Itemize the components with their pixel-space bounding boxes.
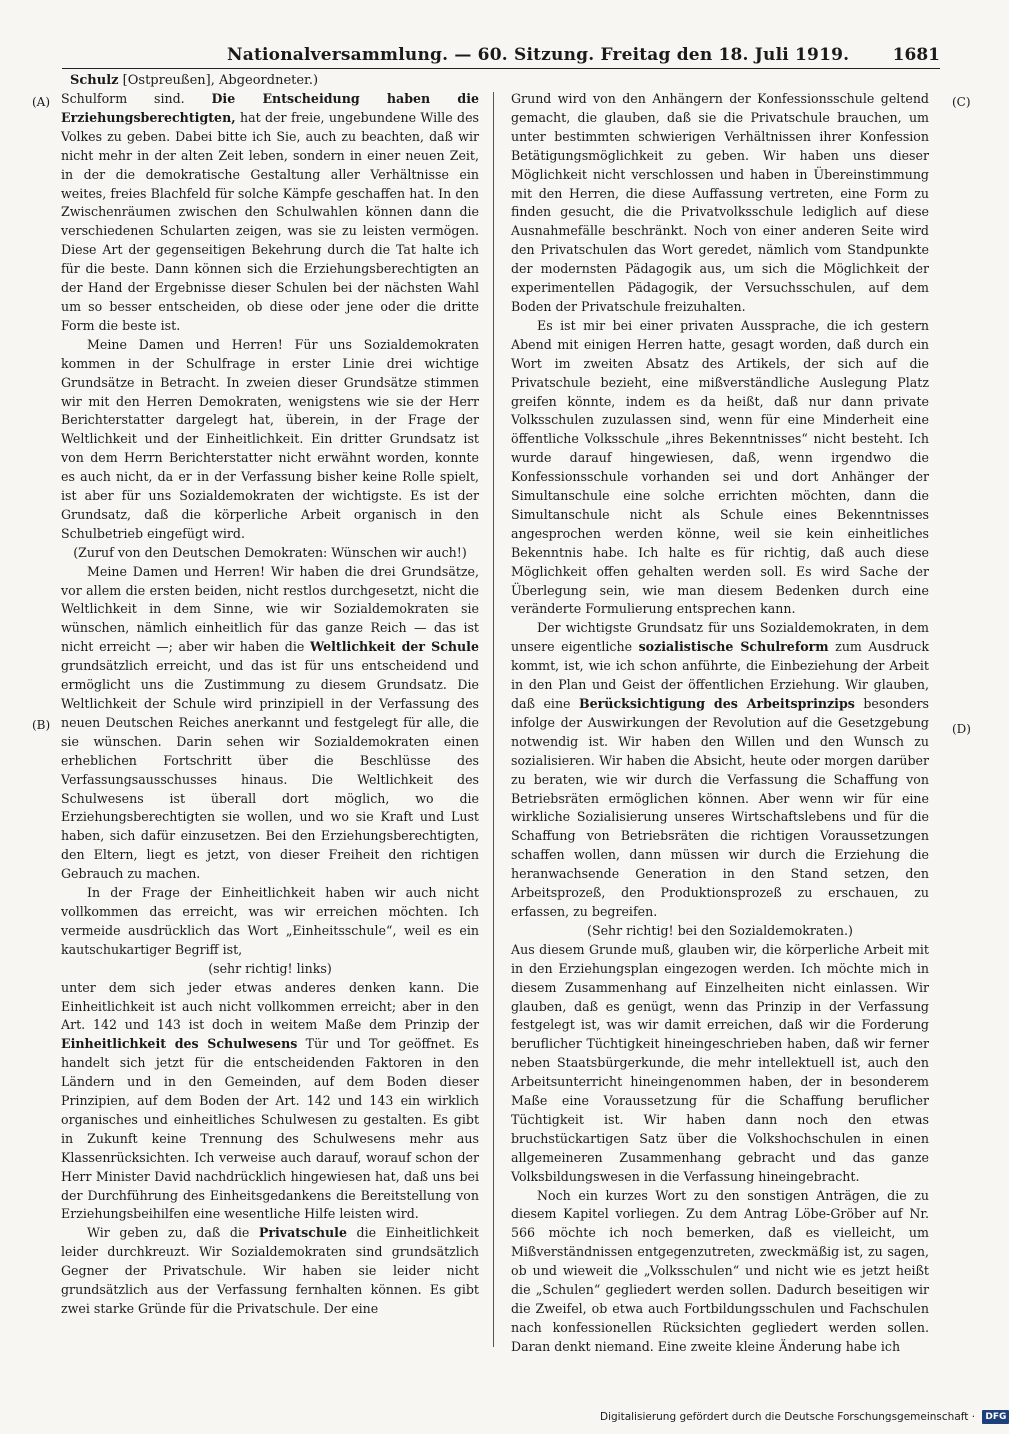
page-header xyxy=(62,44,940,69)
page-number: 1681 xyxy=(892,45,940,65)
margin-marker-a: (A) xyxy=(32,95,51,109)
speaker-name: Schulz xyxy=(70,73,119,88)
right-column xyxy=(511,90,929,1354)
paragraph: Meine Damen und Herren! Wir haben die drei Grundsätze, vor allem die ersten beiden, nicht restlos durchgesetzt, nicht die Weltlichkeit in dem Sinne, wie wir Sozialdemokraten sie wünschen, nämlich einheitlich für das ganze Reich — das ist nicht erreicht —; aber wir haben die Weltlichkeit der Schule grundsätzlich erreicht, und das ist für uns entscheidend und ermöglicht uns die Zustimmung zu diesem Grundsatz. Die Weltlichkeit der Schule wird prinzipiell in der Verfassung des neuen Deutschen Reiches anerkannt und festgelegt für alle, die sie wünschen. Darin sehen wir Sozialdemokraten einen erheblichen Fortschritt über die Beschlüsse des Verfassungsausschusses hinaus. Die Weltlichkeit des Schulwesens ist überall dort möglich, wo die Erziehungsberechtigten sie wollen, und wo sie Kraft und Lust haben, sich dafür einzusetzen. Bei den Erziehungsberechtigten, den Eltern, liegt es jetzt, von dieser Freiheit den richtigen Gebrauch zu machen. xyxy=(61,563,479,882)
emphasis: Weltlichkeit der Schule xyxy=(310,639,479,655)
paragraph: Aus diesem Grunde muß, glauben wir, die körperliche Arbeit mit in den Erziehungsplan eingezogen werden. Ich möchte mich in diesem Zusammenhang auf Einzelheiten nicht einlassen. Wir glauben, daß es genügt, wenn das Prinzip in der Verfassung festgelegt ist, was wir damit erreichen, daß wir die Forderung beruflicher Tüchtigkeit hineingeschrieben haben, daß wir ferner neben Staatsbürgerkunde, die mehr intellektuell ist, auch den Arbeitsunterricht hineingenommen haben, der in besonderem Maße eine Voraussetzung für die Schaffung beruflicher Tüchtigkeit ist. Wir haben dann noch den etwas bruchstückartigen Satz über die Volkshochschulen in einen allgemeineren Zusammenhang gebracht und das ganze Volksbildungswesen in die Verfassung hineingebracht. xyxy=(511,941,929,1184)
margin-marker-b: (B) xyxy=(32,718,51,732)
interjection: (Sehr richtig! bei den Sozialdemokraten.) xyxy=(587,922,853,938)
margin-marker-c: (C) xyxy=(952,95,971,109)
column-divider xyxy=(493,92,494,1347)
dfg-logo: DFG xyxy=(982,1410,1009,1424)
emphasis: sozialistische Schulreform xyxy=(638,639,829,655)
speaker-affiliation: [Ostpreußen], Abgeordneter.) xyxy=(122,73,319,88)
interjection: (sehr richtig! links) xyxy=(208,960,332,976)
paragraph: Der wichtigste Grundsatz für uns Sozialdemokraten, in dem unsere eigentliche sozialistische Schulreform zum Ausdruck kommt, ist, wie ich schon anführte, die Einbeziehung der Arbeit in den Plan und Geist der öffentlichen Erziehung. Wir glauben, daß eine Berücksichtigung des Arbeitsprinzips besonders infolge der Auswirkungen der Revolution auf die Gesetzgebung notwendig ist. Wir haben den Willen und den Wunsch zu sozialisieren. Wir haben die Absicht, heute oder morgen darüber zu beraten, wie wir durch die Verfassung die Schaffung von Betriebsräten ermöglichen können. Aber wenn wir für eine wirkliche Sozialisierung unseres Wirtschaftslebens und für die Schaffung von Betriebsräten die richtigen Voraussetzungen schaffen wollen, dann müssen wir durch die Erziehung die heranwachsende Generation in den Stand setzen, den Arbeitsprozeß, den Produktionsprozeß zu erschauen, zu erfassen, zu begreifen. xyxy=(511,620,929,919)
emphasis: Berücksichtigung des Arbeitsprinzips xyxy=(579,696,855,711)
running-title: Nationalversammlung. — 60. Sitzung. Freitag den 18. Juli 1919. xyxy=(227,45,850,65)
paragraph: Noch ein kurzes Wort zu den sonstigen Anträgen, die zu diesem Kapitel vorliegen. Zu dem Antrag Löbe-Gröber auf Nr. 566 möchte ich noch bemerken, daß es vielleicht, um Mißverständnissen entgegenzutreten, zweckmäßig ist, zu sagen, ob und wieweit die „Volksschulen“ und nicht wie es jetzt heißt die „Schulen“ gegliedert werden sollen. Dadurch beseitigen wir die Zweifel, ob etwa auch Fortbildungsschulen und Fachschulen nach konfessionellen Rücksichten gegliedert werden sollen. Daran denkt niemand. Eine zweite kleine Änderung habe ich xyxy=(511,1187,929,1354)
digitization-credit xyxy=(600,1408,1007,1426)
emphasis: Privatschule xyxy=(258,1225,347,1241)
paragraph: Es ist mir bei einer privaten Aussprache, die ich gestern Abend mit einigen Herren hatte, gesagt worden, daß durch ein Wort im zweiten Absatz des Artikels, der sich auf die Privatschule bezieht, eine mißverständliche Auslegung Platz greifen könnte, indem es da heißt, daß nur dann private Volksschulen zuzulassen sind, wenn für eine Minderheit eine öffentliche Volksschule „ihres Bekenntnisses“ nicht besteht. Ich wurde darauf hingewiesen, daß, wenn irgendwo die Konfessionsschule vorhanden sei und dort Anhänger der Simultanschule eine solche errichten möchten, dann die Simultanschule nicht als Schule eines Bekenntnisses angesprochen werden könne, weil sie kein einheitliches Bekenntnis habe. Ich halte es für richtig, daß auch diese Möglichkeit offen gehalten werden soll. Es wird Sache der Überlegung sein, wie man diesem Bedenken durch eine veränderte Formulierung entsprechen kann. xyxy=(511,317,929,617)
paragraph: In der Frage der Einheitlichkeit haben wir auch nicht vollkommen das erreicht, was wir erreichen möchten. Ich vermeide ausdrücklich das Wort „Einheitsschule“, weil es ein kautschukartiger Begriff ist, xyxy=(61,885,479,957)
margin-marker-d: (D) xyxy=(952,722,971,736)
paragraph: unter dem sich jeder etwas anderes denken kann. Die Einheitlichkeit ist auch nicht vollkommen erreicht; aber in den Art. 142 und 143 ist doch in weitem Maße dem Prinzip der Einheitlichkeit des Schulwesens Tür und Tor geöffnet. Es handelt sich jetzt für die entscheidenden Faktoren in den Ländern und in den Gemeinden, auf dem Boden dieser Prinzipien, auf dem Boden der Art. 142 und 143 ein wirklich organisches und einheitliches Schulwesen zu gestalten. Es gibt in Zukunft keine Trennung des Schulwesens mehr aus Klassenrücksichten. Ich verweise auch darauf, worauf schon der Herr Minister David nachdrücklich hingewiesen hat, daß uns bei der Durchführung des Einheitsgedankens die Bereitstellung von Erziehungsbeihilfen eine wesentliche Hilfe leisten wird. xyxy=(61,979,479,1222)
paragraph: Wir geben zu, daß die Privatschule die Einheitlichkeit leider durchkreuzt. Wir Sozialdemokraten sind grundsätzlich Gegner der Privatschule. Wir haben sie leider nicht grundsätzlich aus der Verfassung fernhalten können. Es gibt zwei starke Gründe für die Privatschule. Der eine xyxy=(61,1225,479,1316)
emphasis: Die Entscheidung haben die Erziehungsberechtigten, xyxy=(61,91,479,125)
paragraph: Schulform sind. Die Entscheidung haben die Erziehungsberechtigten, hat der freie, ungebundene Wille des Volkes zu geben. Dabei bitte ich Sie, auch zu beachten, daß wir nicht mehr in der alten Zeit leben, sondern in einer neuen Zeit, in der die demokratische Gestaltung aller Verhältnisse ein weites, freies Blachfeld für solche Kämpfe geschaffen hat. In den Zwischenräumen zwischen den Schulwahlen können dann die verschiedenen Schularten zeigen, was sie zu leisten vermögen. Diese Art der gegenseitigen Bekehrung durch die Tat halte ich für die beste. Dann können sich die Erziehungsberechtigten an der Hand der Ergebnisse dieser Schulen bei der nächsten Wahl um so besser entscheiden, ob diese oder jene oder die dritte Form die beste ist. xyxy=(61,91,479,333)
paragraph: Meine Damen und Herren! Für uns Sozialdemokraten kommen in der Schulfrage in erster Linie drei wichtige Grundsätze in Betracht. In zweien dieser Grundsätze stimmen wir mit den Herren Demokraten, wenigstens wie sie der Herr Berichterstatter dargelegt hat, überein, in der Frage der Weltlichkeit und der Einheitlichkeit. Ein dritter Grundsatz ist von dem Herrn Berichterstatter nicht erwähnt worden, konnte es auch nicht, da er in der Verfassung bisher keine Rolle spielt, ist aber für uns Sozialdemokraten der wichtigste. Es ist der Grundsatz, daß die körperliche Arbeit organisch in den Schulbetrieb eingefügt wird. xyxy=(61,336,479,541)
left-column xyxy=(61,90,479,1350)
emphasis: Einheitlichkeit des Schulwesens xyxy=(61,1036,298,1052)
speaker-line xyxy=(70,72,318,89)
credit-text: Digitalisierung gefördert durch die Deutsche Forschungsgemeinschaft · xyxy=(600,1411,976,1423)
paragraph: Grund wird von den Anhängern der Konfessionsschule geltend gemacht, die glauben, daß sie die Privatschule brauchen, um unter bestimmten schwierigen Verhältnissen ihrer Konfession Betätigungsmöglichkeit zu geben. Wir haben uns dieser Möglichkeit nicht verschlossen und haben in Übereinstimmung mit den Herren, die diese Auffassung vertreten, eine Form zu finden gesucht, die die Privatvolksschule lediglich auf diese Ausnahmefälle beschränkt. Noch von einer anderen Seite wird den Privatschulen das Wort geredet, nämlich vom Standpunkte der modernsten Pädagogik aus, um sich die Möglichkeit der experimentellen Pädagogik, der Versuchsschulen, auf dem Boden der Privatschule freizuhalten. xyxy=(511,91,929,314)
interjection: (Zuruf von den Deutschen Demokraten: Wünschen wir auch!) xyxy=(73,544,467,560)
